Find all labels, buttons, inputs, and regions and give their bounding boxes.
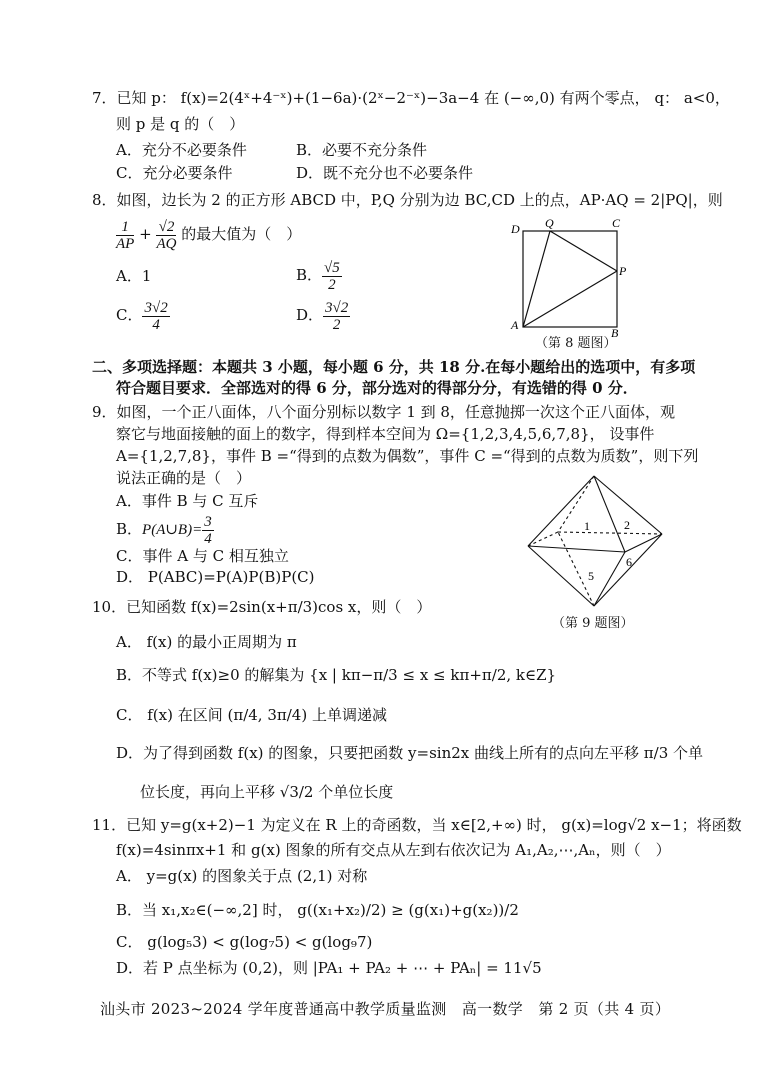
q7-option-a: A．充分不必要条件 (116, 141, 247, 159)
page-footer: 汕头市 2023~2024 学年度普通高中教学质量监测 高一数学 第 2 页（共 4 页） (100, 1000, 671, 1018)
q10-option-b: B．不等式 f(x)≥0 的解集为 {x | kπ−π/3 ≤ x ≤ kπ+π/2, k∈Z} (116, 666, 557, 684)
q11-stem-line1: 11．已知 y=g(x+2)−1 为定义在 R 上的奇函数，当 x∈[2,+∞) 时， g(x)=log√2 x−1；将函数 (92, 816, 742, 834)
q11-option-a: A． y=g(x) 的图象关于点 (2,1) 对称 (116, 867, 368, 885)
q8-stem-line1: 8．如图，边长为 2 的正方形 ABCD 中，P,Q 分别为边 BC,CD 上的点，AP·AQ = 2|PQ|，则 (92, 191, 723, 209)
q9-stem-line4: 说法正确的是（ ） (116, 469, 252, 487)
q7-option-b: B．必要不充分条件 (296, 141, 428, 159)
q9-stem-line2: 察它与地面接触的面上的数字，得到样本空间为 Ω={1,2,3,4,5,6,7,8}， 设事件 (116, 425, 655, 443)
figure-8-caption: （第 8 题图） (535, 336, 617, 351)
q9-option-b: B．P(A∪B)= $\frac{3}{4}$ (116, 513, 212, 547)
q7-stem-line2: 则 p 是 q 的（ ） (116, 115, 245, 133)
q11-option-b: B．当 x₁,x₂∈(−∞,2] 时， g((x₁+x₂)/2) ≥ (g(x₁)+g(x₂))/2 (116, 901, 519, 919)
fig8-label-d: D (511, 222, 520, 236)
fig8-label-p: P (619, 264, 627, 278)
q9-stem-line3: A={1,2,7,8}，事件 B =“得到的点数为偶数”，事件 C =“得到的点数为质数”，则下列 (116, 447, 699, 465)
q11-option-c: C． g(log₅3) < g(log₇5) < g(log₉7) (116, 933, 373, 951)
q9-option-d: D． P(ABC)=P(A)P(B)P(C) (116, 568, 315, 586)
section2-heading-line1: 二、多项选择题：本题共 3 小题，每小题 6 分，共 18 分.在每小题给出的选项中，有多项 (92, 358, 696, 376)
figure-9-octahedron (522, 474, 667, 609)
fig9-face-1: 1 (584, 519, 590, 533)
fig9-face-2: 2 (624, 518, 630, 532)
q8-option-c: C． $\frac{3√2}{4}$ (116, 299, 168, 333)
fig8-label-b: B (611, 326, 619, 340)
fig9-face-6: 6 (626, 555, 632, 569)
q10-option-c: C． f(x) 在区间 (π/4, 3π/4) 上单调递减 (116, 706, 387, 724)
q9-stem-line1: 9．如图，一个正八面体，八个面分别标以数字 1 到 8，任意抛掷一次这个正八面体，观 (92, 403, 675, 421)
q10-option-a: A． f(x) 的最小正周期为 π (116, 633, 297, 651)
q8-option-d: D． $\frac{3√2}{2}$ (296, 299, 349, 333)
q8-expression: $\frac{1}{AP}$ + $\frac{√2}{AQ}$ 的最大值为（ ） (116, 218, 302, 252)
figure-8-square (505, 215, 630, 340)
figure-9-caption: （第 9 题图） (552, 616, 634, 631)
q11-stem-line2: f(x)=4sinπx+1 和 g(x) 图象的所有交点从左到右依次记为 A₁,A₂,⋯,Aₙ，则（ ） (116, 841, 671, 859)
q10-option-d-line2: 位长度，再向上平移 √3/2 个单位长度 (140, 783, 394, 801)
q10-stem: 10．已知函数 f(x)=2sin(x+π/3)cos x，则（ ） (92, 598, 432, 616)
q8-option-b: B． $\frac{√5}{2}$ (296, 259, 340, 293)
q10-option-d-line1: D．为了得到函数 f(x) 的图象，只要把函数 y=sin2x 曲线上所有的点向左平移 π/3 个单 (116, 744, 704, 762)
fig8-label-c: C (612, 216, 621, 230)
fig9-face-5: 5 (588, 569, 594, 583)
q7-option-d: D．既不充分也不必要条件 (296, 164, 474, 182)
q9-option-c: C．事件 A 与 C 相互独立 (116, 547, 289, 565)
q11-option-d: D．若 P 点坐标为 (0,2)，则 |PA₁ + PA₂ + ⋯ + PAₙ| = 11√5 (116, 959, 542, 977)
section2-heading-line2: 符合题目要求．全部选对的得 6 分，部分选对的得部分分，有选错的得 0 分． (116, 379, 638, 397)
fig8-label-a: A (511, 318, 519, 332)
q8-frac-1: $\frac{1}{AP}$ (116, 218, 135, 252)
q7-option-c: C．充分必要条件 (116, 164, 233, 182)
q8-option-a: A．1 (116, 267, 152, 285)
fig8-label-q: Q (545, 216, 554, 230)
q9-option-a: A．事件 B 与 C 互斥 (116, 492, 259, 510)
q8-frac-2: $\frac{√2}{AQ}$ (156, 218, 177, 252)
q7-stem-line1: 7．已知 p： f(x)=2(4ˣ+4⁻ˣ)+(1−6a)·(2ˣ−2⁻ˣ)−3a−4 在 (−∞,0) 有两个零点， q： a<0， (92, 89, 730, 107)
